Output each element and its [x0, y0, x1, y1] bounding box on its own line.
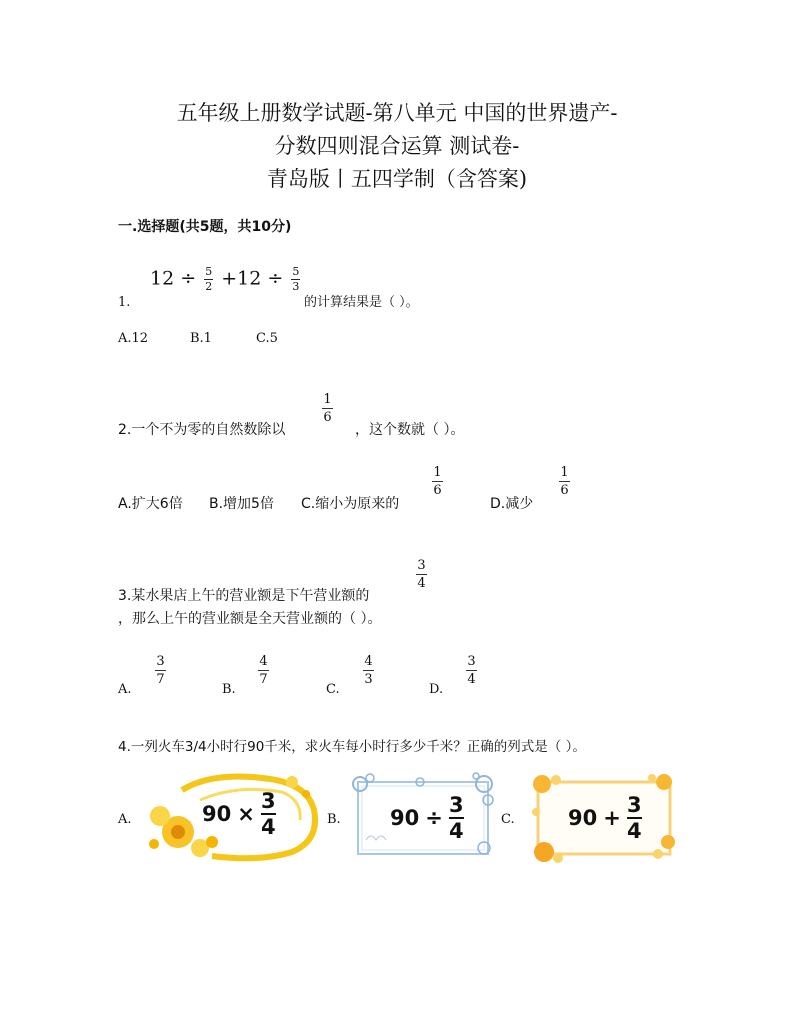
q4-option-b-expression — [390, 794, 464, 842]
q3-text: 3.某水果店上午的营业额是下午营业额的 — [118, 588, 370, 604]
title-line-2: 分数四则混合运算 测试卷- — [274, 134, 520, 158]
q3-line-2: ，那么上午的营业额是全天营业额的（ ）。 — [118, 611, 382, 627]
q4-option-c-label: C. — [501, 812, 515, 827]
q2-option-a: A.扩大6倍 — [118, 496, 183, 512]
fraction-bar — [559, 481, 570, 482]
q3-option-d-label: D. — [429, 682, 444, 697]
q3-opt-d-num: 3 — [467, 654, 476, 669]
q1-frac-b-den: 3 — [292, 280, 300, 293]
q3-opt-c-den: 3 — [364, 672, 373, 687]
q2-frac-den: 6 — [323, 410, 332, 425]
q4-b-operator: ÷ — [425, 806, 443, 830]
q4-b-fraction — [449, 794, 464, 842]
q1-option-c: C.5 — [256, 331, 278, 346]
q2-option-c: C.缩小为原来的 — [301, 496, 400, 512]
q1-expr-b: +12 ÷ — [221, 267, 284, 290]
q4-c-fraction — [627, 794, 642, 842]
q4-option-c-card — [528, 772, 698, 858]
q4-option-a-expression — [202, 790, 276, 838]
q3-option-c-label: C. — [326, 682, 340, 697]
q4-a-den: 4 — [261, 815, 276, 839]
q1-number: 1. — [118, 295, 131, 310]
q3-frac-num: 3 — [417, 558, 426, 573]
q1-option-a: A.12 — [118, 331, 149, 346]
q4-b-lhs: 90 — [390, 806, 420, 830]
q1-frac-b-num: 5 — [292, 265, 300, 278]
q3-option-a-label: A. — [118, 682, 132, 697]
fraction-bar — [416, 574, 427, 575]
q4-c-lhs: 90 — [568, 806, 598, 830]
fraction-bar — [432, 481, 443, 482]
q2-option-b: B.增加5倍 — [209, 496, 274, 512]
q3-opt-c-num: 4 — [364, 654, 373, 669]
q3-opt-b-num: 4 — [259, 654, 268, 669]
q4-text: 4.一列火车3/4小时行90千米，求火车每小时行多少千米？正确的列式是（ ）。 — [118, 739, 586, 755]
q1-frac-a-den: 2 — [205, 280, 213, 293]
q4-a-operator: × — [237, 802, 255, 826]
q1-option-b: B.1 — [190, 331, 212, 346]
q4-c-operator: + — [603, 806, 621, 830]
q4-b-num: 3 — [449, 793, 464, 817]
q1-expression — [150, 266, 302, 293]
q1-fraction-a — [204, 266, 213, 293]
q3-option-a-fraction — [155, 654, 166, 687]
q4-c-den: 4 — [627, 819, 642, 843]
title-line-1: 五年级上册数学试题-第八单元 中国的世界遗产- — [176, 101, 618, 125]
fraction-bar — [155, 670, 166, 671]
q1-frac-a-num: 5 — [205, 265, 213, 278]
q1-fraction-b — [291, 266, 300, 293]
q3-opt-a-den: 7 — [156, 672, 165, 687]
q2-option-d-fraction — [559, 465, 570, 498]
fraction-bar — [258, 670, 269, 671]
fraction-bar — [363, 670, 374, 671]
q1-expr-a: 12 ÷ — [150, 267, 197, 290]
q3-option-b-fraction — [258, 654, 269, 687]
q3-opt-a-num: 3 — [156, 654, 165, 669]
q3-option-b-label: B. — [222, 682, 236, 697]
q2-opt-c-den: 6 — [433, 483, 442, 498]
q3-option-d-fraction — [466, 654, 477, 687]
fraction-bar — [466, 670, 477, 671]
q2-opt-c-num: 1 — [433, 465, 442, 480]
q3-opt-d-den: 4 — [467, 672, 476, 687]
q2-frac-num: 1 — [323, 392, 332, 407]
q2-opt-d-num: 1 — [560, 465, 569, 480]
q2-option-c-fraction — [432, 465, 443, 498]
q4-a-num: 3 — [261, 789, 276, 813]
q4-a-fraction — [261, 790, 276, 838]
q4-option-c-expression — [568, 794, 642, 842]
section-heading: 一.选择题(共5题，共10分) — [118, 219, 292, 235]
q4-a-lhs: 90 — [202, 802, 232, 826]
q2-opt-d-den: 6 — [560, 483, 569, 498]
q2-option-d: D.减少 — [490, 496, 534, 512]
q4-option-b-label: B. — [327, 812, 341, 827]
q1-tail: 的计算结果是（ ）。 — [304, 295, 419, 310]
q3-opt-b-den: 7 — [259, 672, 268, 687]
q4-b-den: 4 — [449, 819, 464, 843]
q4-option-a-card — [142, 770, 312, 856]
q2-text: 2.一个不为零的自然数除以 — [118, 422, 286, 438]
q4-option-b-card — [350, 772, 520, 858]
q2-tail: ，这个数就（ ）。 — [355, 422, 465, 438]
q3-fraction — [416, 558, 427, 591]
q4-option-a-label: A. — [118, 812, 132, 827]
q3-frac-den: 4 — [417, 576, 426, 591]
q2-fraction — [322, 392, 333, 425]
fraction-bar — [322, 408, 333, 409]
title-line-3: 青岛版丨五四学制（含答案) — [266, 167, 528, 191]
q3-option-c-fraction — [363, 654, 374, 687]
q4-c-num: 3 — [627, 793, 642, 817]
